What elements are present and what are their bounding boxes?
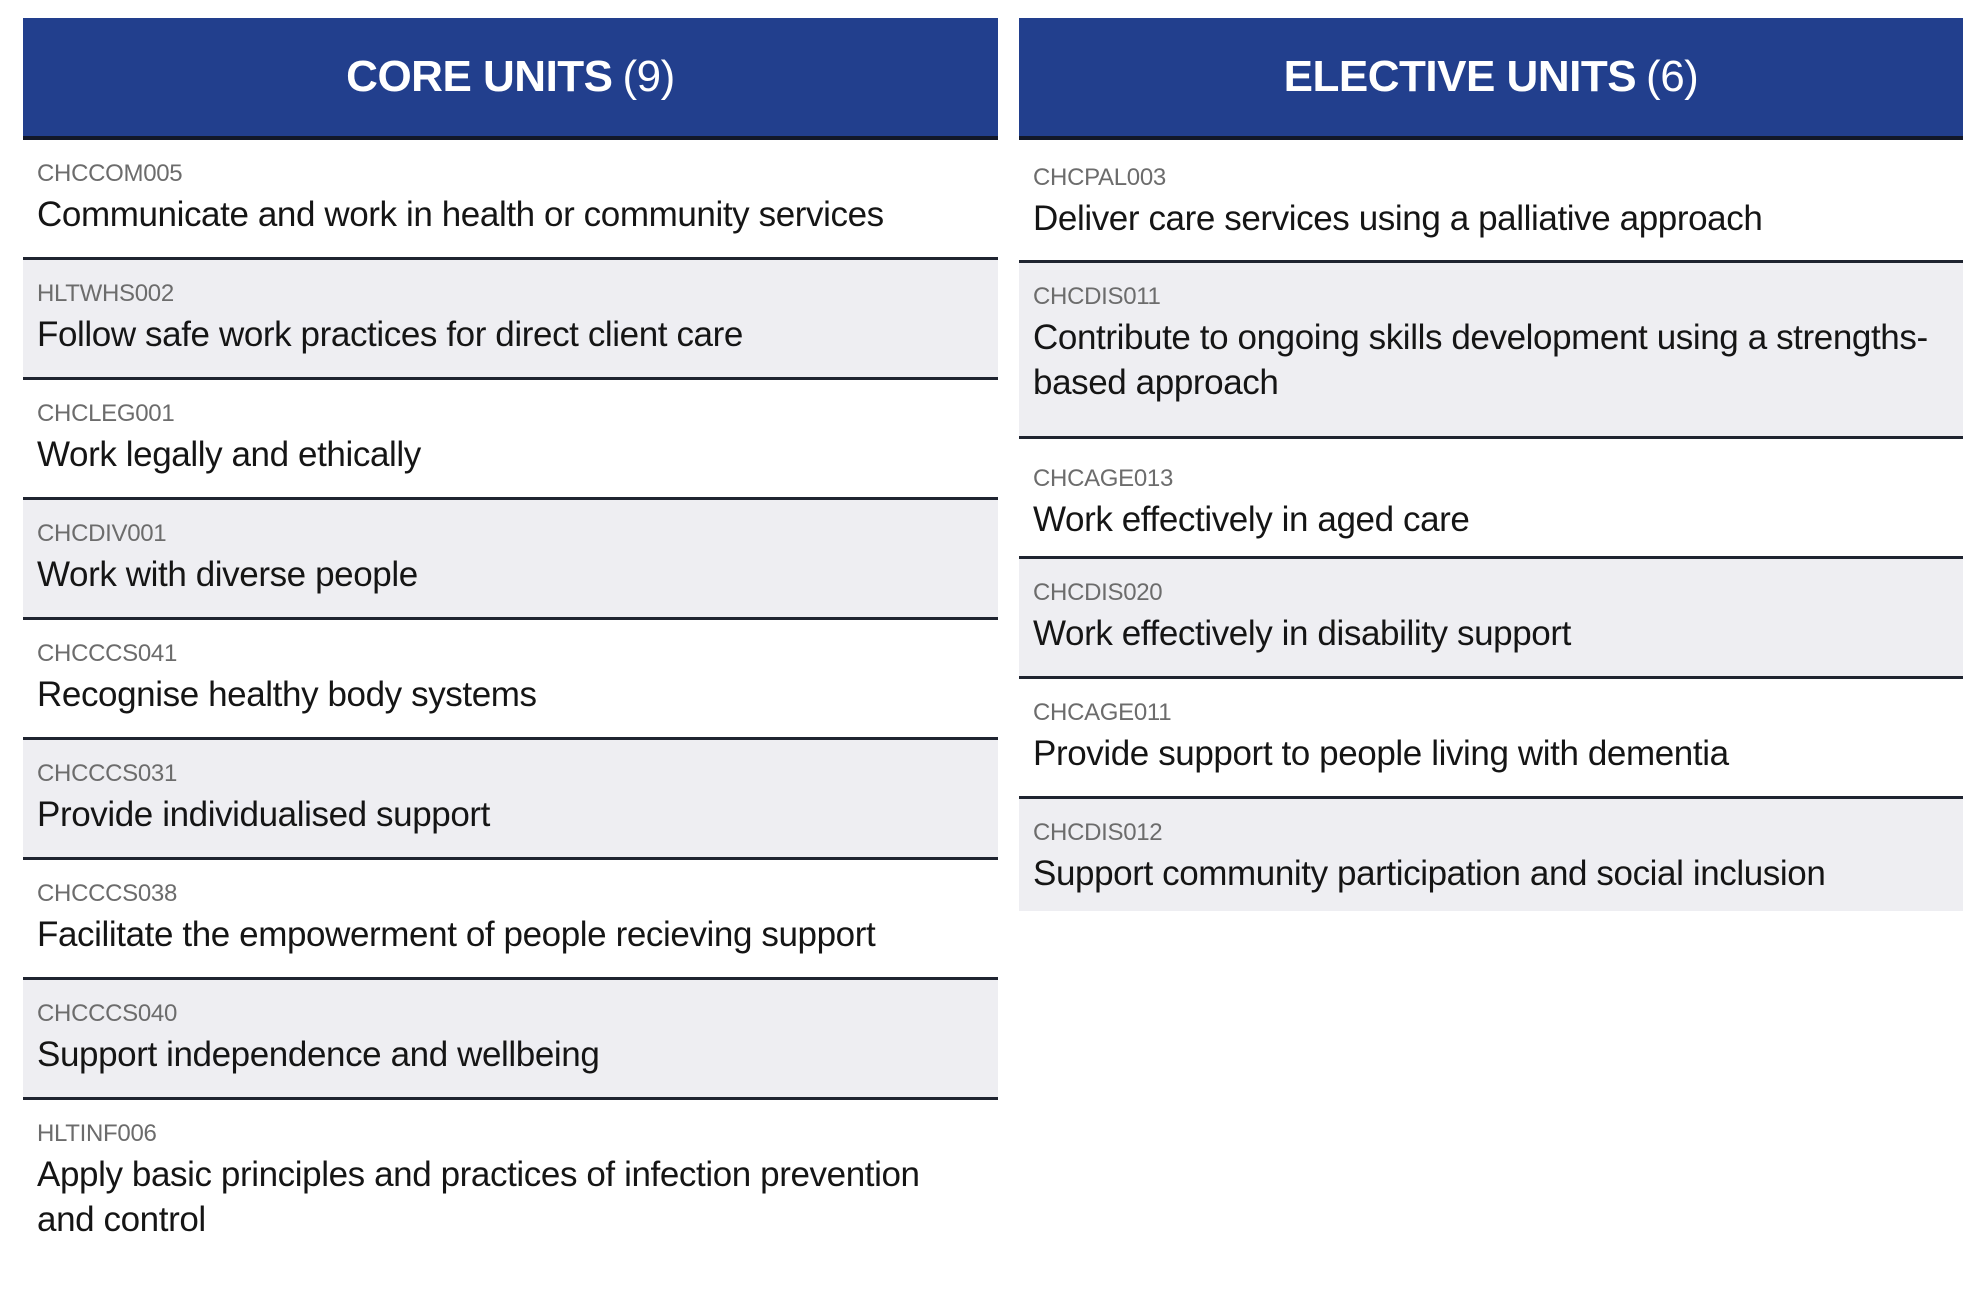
unit-code: CHCPAL003 <box>1033 164 1166 191</box>
unit-title: Recognise healthy body systems <box>37 675 537 714</box>
elective-units-title: ELECTIVE UNITS <box>1283 52 1637 101</box>
unit-code: HLTWHS002 <box>37 280 174 307</box>
unit-title: Provide individualised support <box>37 795 490 834</box>
unit-row-chcpal003 <box>1019 140 1963 263</box>
unit-row-chcdis012 <box>1019 799 1963 911</box>
unit-title: Provide support to people living with dementia <box>1033 734 1729 773</box>
unit-row-hltwhs002 <box>23 260 998 380</box>
unit-title: Work legally and ethically <box>37 435 421 474</box>
unit-row-chcccs038 <box>23 860 998 980</box>
unit-title: Contribute to ongoing skills development using a strengths-based approach <box>1033 318 1928 402</box>
unit-row-chcage013 <box>1019 439 1963 559</box>
unit-code: CHCDIS020 <box>1033 579 1163 606</box>
unit-title: Work effectively in disability support <box>1033 614 1571 653</box>
unit-title: Communicate and work in health or community services <box>37 195 884 234</box>
unit-row-chcccs041 <box>23 620 998 740</box>
unit-code: CHCCOM005 <box>37 160 183 187</box>
unit-code: CHCAGE013 <box>1033 465 1174 492</box>
unit-row-chcdis020 <box>1019 559 1963 679</box>
unit-title: Facilitate the empowerment of people recieving support <box>37 915 876 954</box>
unit-title: Work with diverse people <box>37 555 418 594</box>
elective-units-count: (6) <box>1646 52 1699 101</box>
core-units-count: (9) <box>622 52 675 101</box>
unit-row-hltinf006 <box>23 1100 998 1260</box>
unit-row-chcccs040 <box>23 980 998 1100</box>
unit-row-chcage011 <box>1019 679 1963 799</box>
unit-code: CHCCCS038 <box>37 880 178 907</box>
unit-row-chcdiv001 <box>23 500 998 620</box>
unit-code: CHCDIV001 <box>37 520 167 547</box>
unit-title: Deliver care services using a palliative approach <box>1033 199 1763 238</box>
unit-row-chcleg001 <box>23 380 998 500</box>
unit-row-chcdis011 <box>1019 263 1963 439</box>
unit-title: Support community participation and social inclusion <box>1033 854 1826 893</box>
core-units-header <box>23 18 998 140</box>
unit-code: HLTINF006 <box>37 1120 157 1147</box>
core-units-column <box>23 18 998 1260</box>
elective-units-header <box>1019 18 1963 140</box>
unit-row-chccom005 <box>23 140 998 260</box>
unit-title: Follow safe work practices for direct client care <box>37 315 743 354</box>
unit-title: Support independence and wellbeing <box>37 1035 600 1074</box>
unit-code: CHCLEG001 <box>37 400 175 427</box>
elective-units-column <box>1019 18 1963 911</box>
unit-title: Apply basic principles and practices of infection prevention and control <box>37 1155 920 1239</box>
unit-code: CHCAGE011 <box>1033 699 1172 726</box>
unit-code: CHCCCS040 <box>37 1000 178 1027</box>
unit-title: Work effectively in aged care <box>1033 500 1470 539</box>
unit-code: CHCCCS041 <box>37 640 178 667</box>
unit-code: CHCCCS031 <box>37 760 178 787</box>
unit-code: CHCDIS012 <box>1033 819 1163 846</box>
unit-code: CHCDIS011 <box>1033 283 1161 310</box>
unit-row-chcccs031 <box>23 740 998 860</box>
core-units-title: CORE UNITS <box>346 52 613 101</box>
